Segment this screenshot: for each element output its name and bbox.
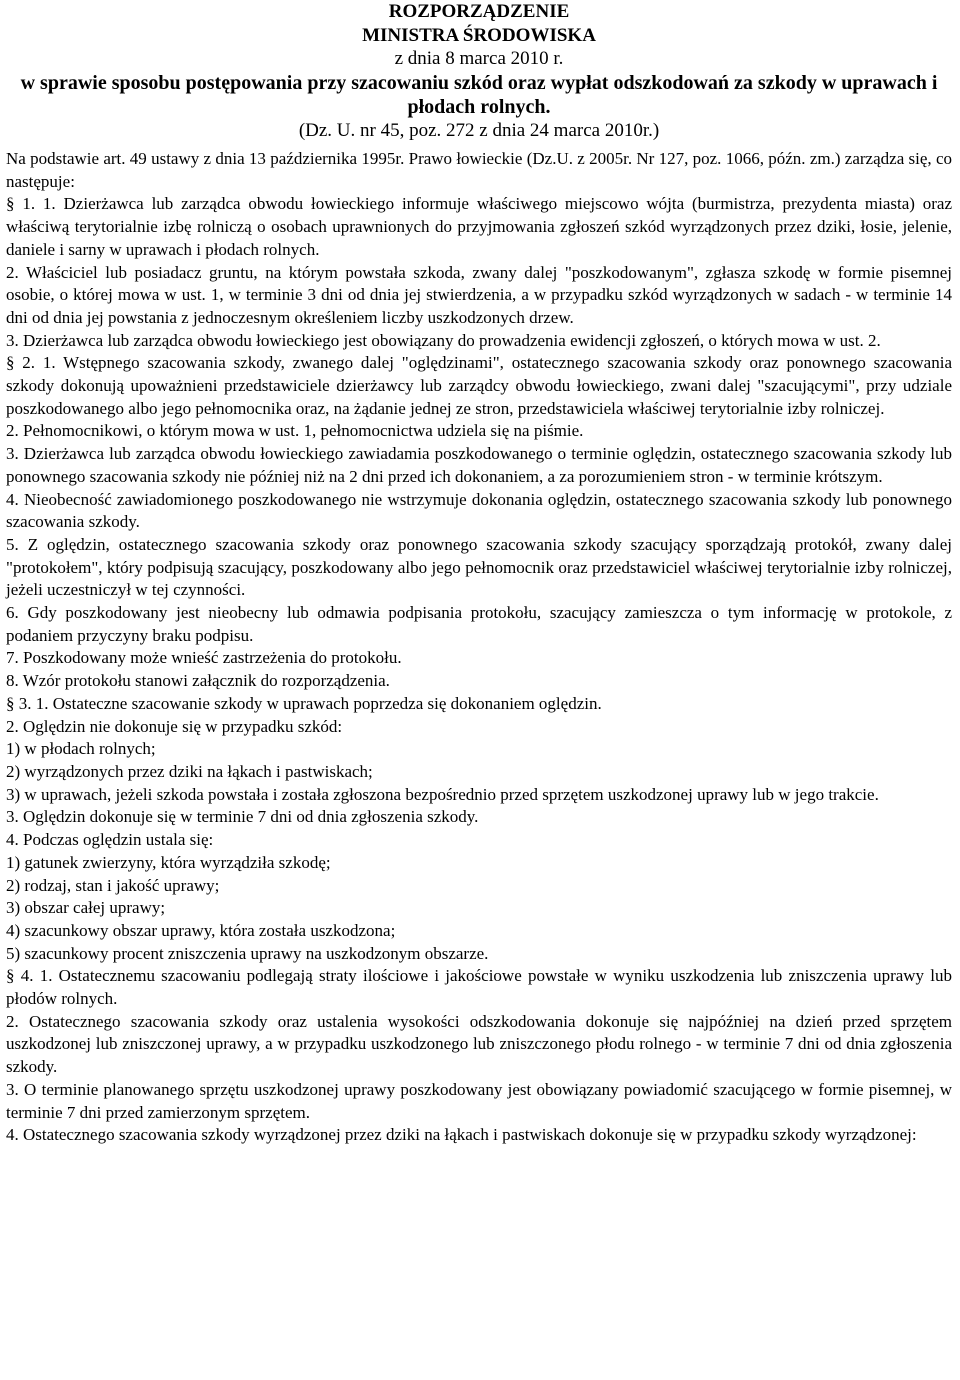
list-item: 3) w uprawach, jeżeli szkoda powstała i została zgłoszona bezpośrednio przed sprzętem uszkodzonej uprawy lub w jego trakcie. bbox=[6, 784, 879, 804]
list-item: 3) obszar całej uprawy; bbox=[6, 898, 166, 918]
act-date: z dnia 8 marca 2010 r. bbox=[394, 48, 564, 69]
section-2-para-7: 7. Poszkodowany może wnieść zastrzeżenia do protokołu. bbox=[6, 648, 402, 668]
document-header bbox=[6, 0, 952, 142]
section-2-para-3: 3. Dzierżawca lub zarządca obwodu łowieckiego zawiadamia poszkodowanego o terminie oględzin, ostatecznego szacowania szkody lub ponownego szacowania szkody nie później niż na 2 dni przed ich dokonaniem, a za porozumieniem stron - w terminie krótszym. bbox=[6, 444, 952, 486]
section-3-para-1: § 3. 1. Ostateczne szacowanie szkody w uprawach poprzedza się dokonaniem oględzin. bbox=[6, 693, 602, 713]
list-item: 2) rodzaj, stan i jakość uprawy; bbox=[6, 875, 220, 895]
section-2-para-6: 6. Gdy poszkodowany jest nieobecny lub odmawia podpisania protokołu, szacujący zamieszcza o tym informację w protokole, z podaniem przyczyny braku podpisu. bbox=[6, 603, 952, 645]
section-4-para-2: 2. Ostatecznego szacowania szkody oraz ustalenia wysokości odszkodowania dokonuje się najpóźniej na dzień przed sprzętem uszkodzonej lub zniszczonej uprawy, a w przypadku uszkodzonego lub zniszczonego płodu rolnego - w terminie 7 dni od dnia zgłoszenia szkody. bbox=[6, 1011, 952, 1077]
section-4-para-3: 3. O terminie planowanego sprzętu uszkodzonej uprawy poszkodowany jest obowiązany powiadomić szacującego w formie pisemnej, w terminie 7 dni przed zamierzonym sprzętem. bbox=[6, 1079, 952, 1122]
section-3-para-2: 2. Oględzin nie dokonuje się w przypadku szkód: bbox=[6, 716, 343, 736]
section-3-para-4: 4. Podczas oględzin ustala się: bbox=[6, 830, 214, 850]
section-1-para-2: 2. Właściciel lub posiadacz gruntu, na którym powstała szkoda, zwany dalej "poszkodowanym", zgłasza szkodę w formie pisemnej osobie, o której mowa w ust. 1, w terminie 3 dni od dnia jej stwierdzenia, a w przypadku szkód wyrządzonych w sadach - w terminie 14 dni od dnia jej powstania z jednoczesnym określeniem liczby uszkodzonych drzew. bbox=[6, 262, 952, 327]
section-2-para-8: 8. Wzór protokołu stanowi załącznik do rozporządzenia. bbox=[6, 671, 390, 691]
act-title: w sprawie sposobu postępowania przy szacowaniu szkód oraz wypłat odszkodowań za szkody w uprawach i płodach rolnych. bbox=[20, 71, 938, 118]
journal-reference: (Dz. U. nr 45, poz. 272 z dnia 24 marca 2010r.) bbox=[298, 119, 660, 141]
section-2-para-2: 2. Pełnomocnikowi, o którym mowa w ust. 1, pełnomocnictwa udziela się na piśmie. bbox=[6, 421, 584, 441]
section-1-para-1: § 1. 1. Dzierżawca lub zarządca obwodu łowieckiego informuje właściwego miejscowo wójta (burmistrza, prezydenta miasta) oraz właściwą terytorialnie izbę rolniczą o osobach uprawnionych do przyjmowania zgłoszeń szkód wyrządzonych przez dziki, łosie, jelenie, daniele i sarny w uprawach i płodach rolnych. bbox=[6, 194, 952, 259]
section-4-para-1: § 4. 1. Ostatecznemu szacowaniu podlegają straty ilościowe i jakościowe powstałe w wyniku uszkodzenia lub zniszczenia uprawy lub płodów rolnych. bbox=[6, 966, 952, 1009]
section-2-para-4: 4. Nieobecność zawiadomionego poszkodowanego nie wstrzymuje dokonania oględzin, ostatecznego szacowania szkody lub ponownego szacowania szkody. bbox=[6, 489, 952, 532]
section-3-para-3: 3. Oględzin dokonuje się w terminie 7 dni od dnia zgłoszenia szkody. bbox=[6, 807, 479, 827]
list-item: 4) szacunkowy obszar uprawy, która została uszkodzona; bbox=[6, 920, 396, 940]
preamble: Na podstawie art. 49 ustawy z dnia 13 października 1995r. Prawo łowieckie (Dz.U. z 2005r. Nr 127, poz. 1066, późn. zm.) zarządza się, co następuje: bbox=[6, 149, 952, 191]
section-2-para-1: § 2. 1. Wstępnego szacowania szkody, zwanego dalej "oględzinami", ostatecznego szacowania szkody oraz ponownego szacowania szkody dokonują upoważnieni przedstawiciele dzierżawcy lub zarządcy obwodu łowieckiego, zwani dalej "szacującymi", przy udziale poszkodowanego albo jego pełnomocnika oraz, na żądanie jednej ze stron, przedstawiciela właściwej terytorialnie izby rolniczej. bbox=[6, 353, 952, 418]
list-item: 2) wyrządzonych przez dziki na łąkach i pastwiskach; bbox=[6, 761, 373, 781]
document-body bbox=[6, 148, 952, 1147]
list-item: 5) szacunkowy procent zniszczenia uprawy na uszkodzonym obszarze. bbox=[6, 943, 489, 963]
section-4-para-4: 4. Ostatecznego szacowania szkody wyrządzonej przez dziki na łąkach i pastwiskach dokonuje się w przypadku szkody wyrządzonej: bbox=[6, 1125, 917, 1145]
section-2-para-5: 5. Z oględzin, ostatecznego szacowania szkody oraz ponownego szacowania szkody szacujący sporządzają protokół, zwany dalej "protokołem", który podpisują szacujący, poszkodowany albo jego pełnomocnik oraz przedstawiciel właściwej terytorialnie izby rolniczej, jeżeli uczestniczył w tej czynności. bbox=[6, 534, 952, 600]
section-1-para-3: 3. Dzierżawca lub zarządca obwodu łowieckiego jest obowiązany do prowadzenia ewidencji zgłoszeń, o których mowa w ust. 2. bbox=[6, 330, 881, 350]
list-item: 1) w płodach rolnych; bbox=[6, 739, 156, 759]
act-type: ROZPORZĄDZENIE bbox=[388, 1, 570, 22]
issuer: MINISTRA ŚRODOWISKA bbox=[362, 24, 596, 46]
list-item: 1) gatunek zwierzyny, która wyrządziła szkodę; bbox=[6, 852, 331, 872]
